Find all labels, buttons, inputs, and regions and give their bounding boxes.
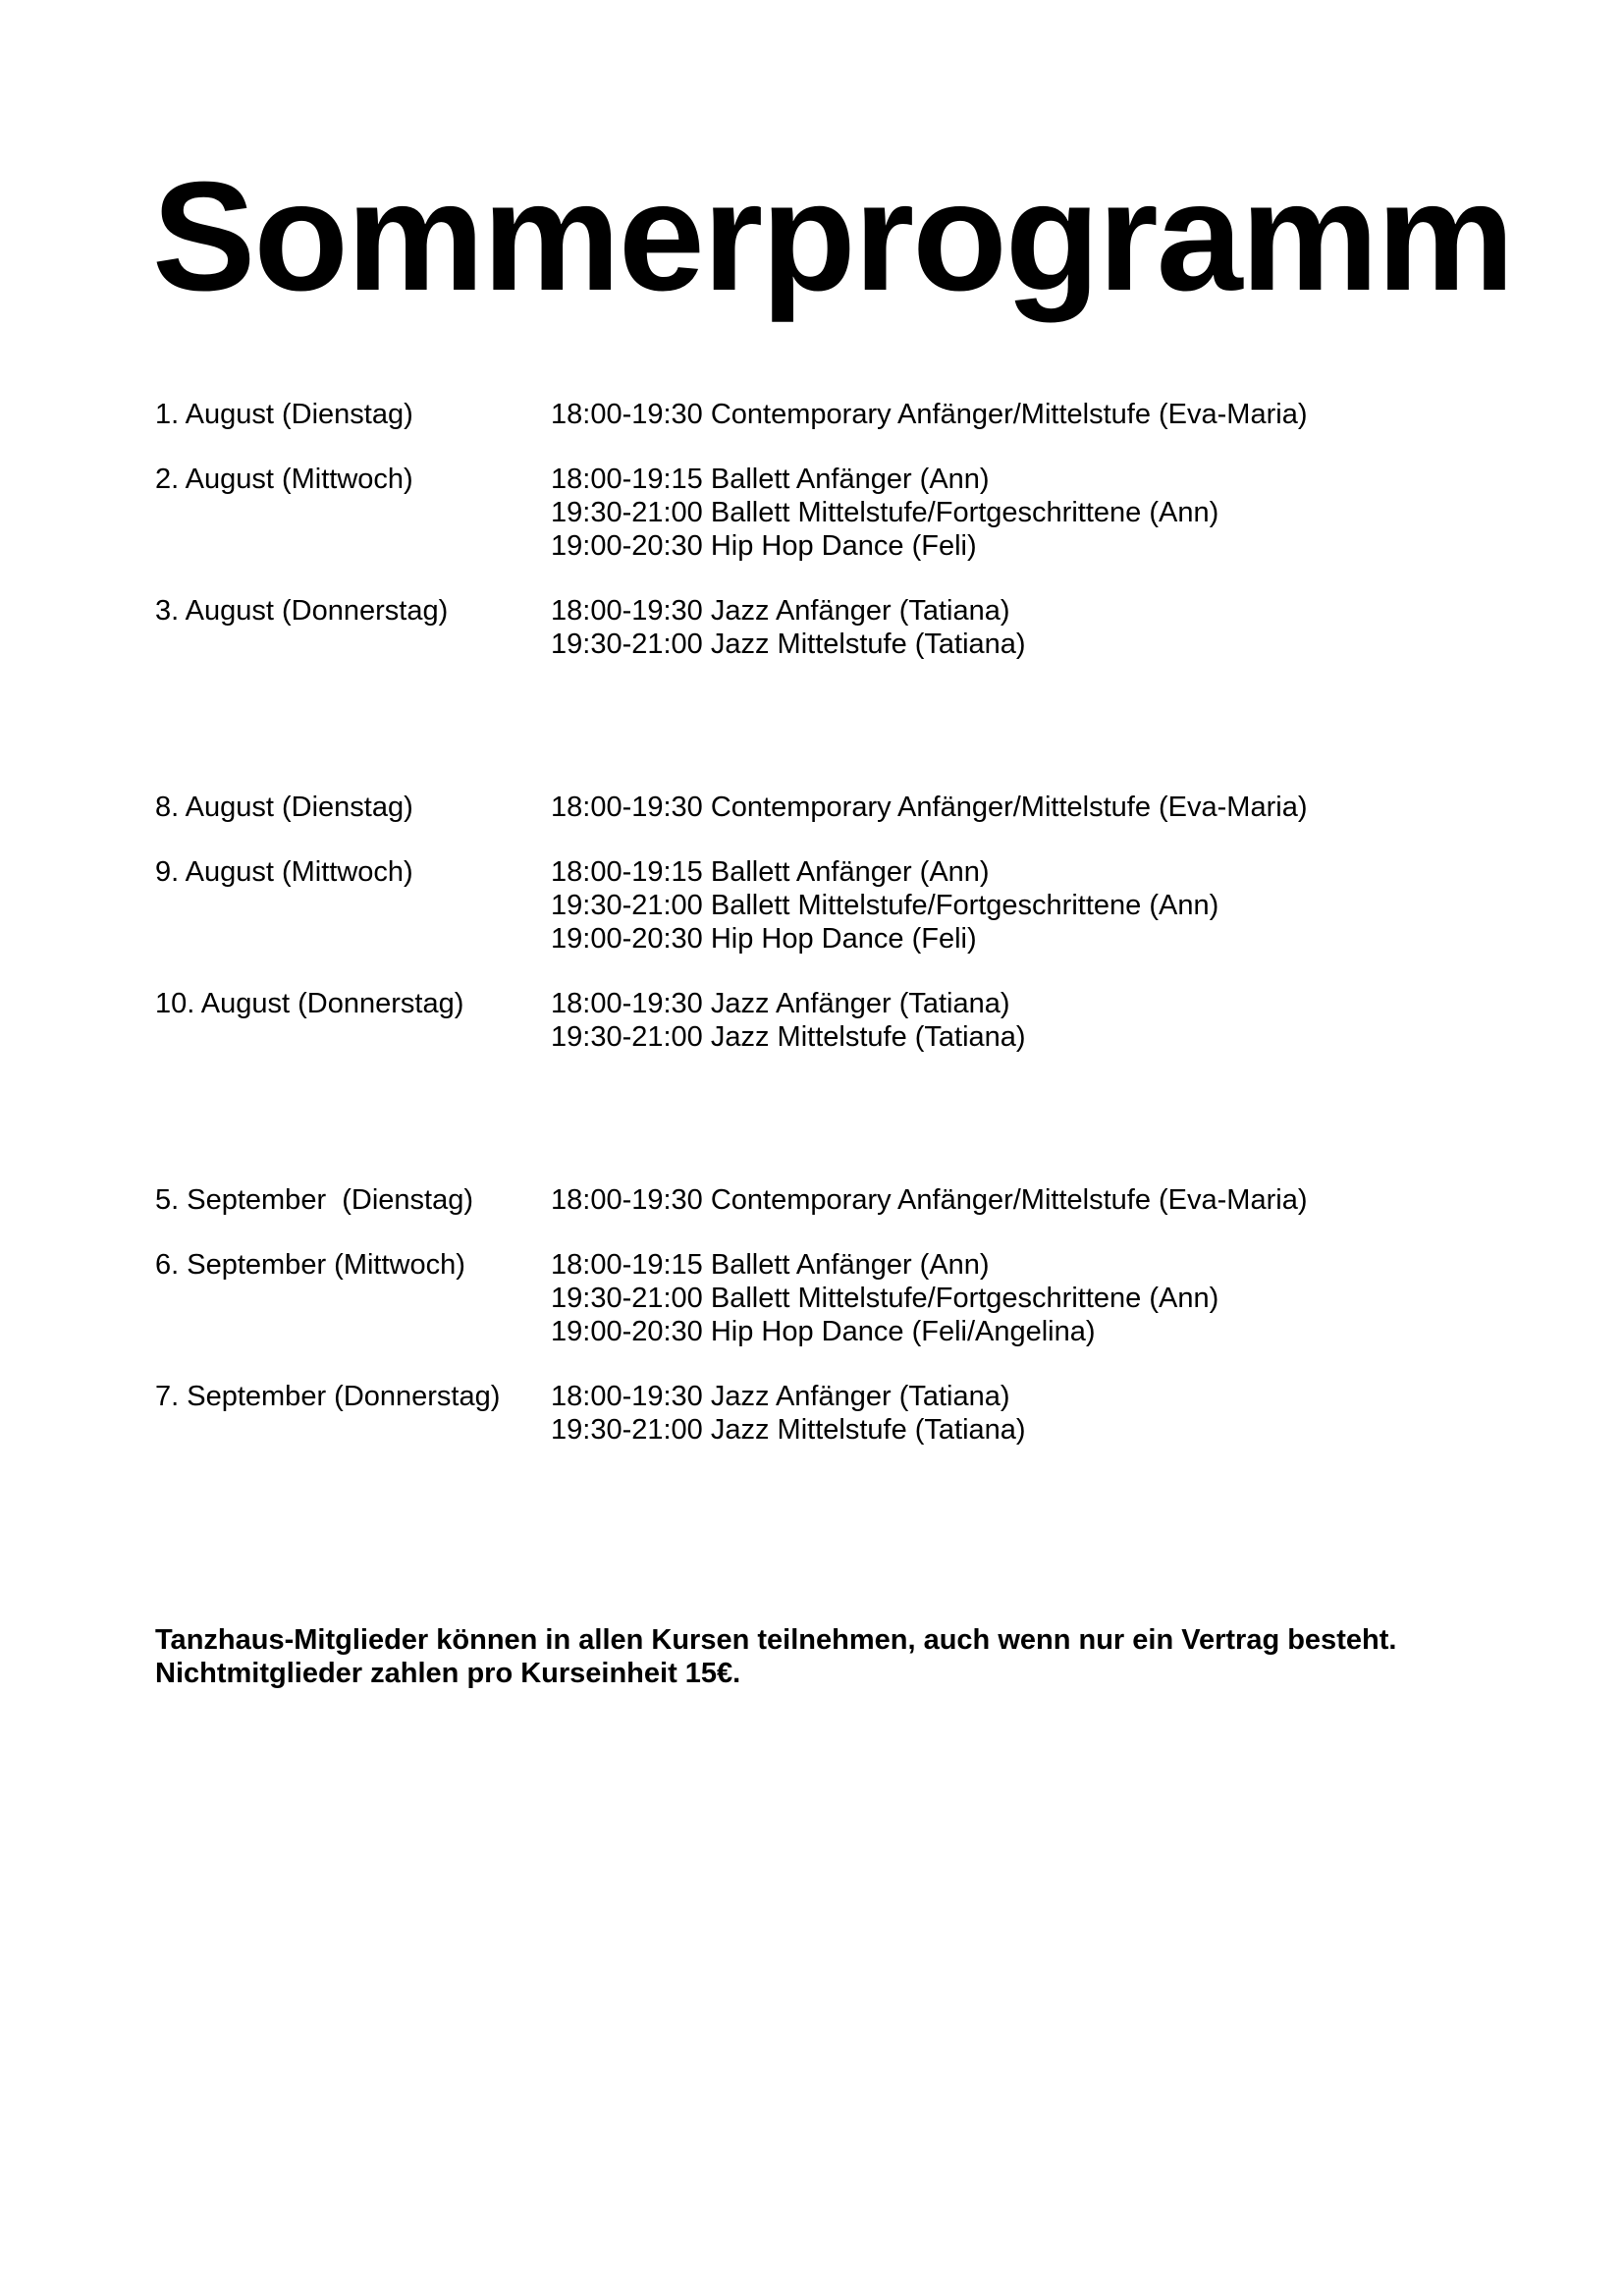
day-date: 9. August (Mittwoch) [155, 856, 413, 888]
session-entry: 18:00-19:15 Ballett Anfänger (Ann) [551, 856, 990, 888]
schedule-week-3 [155, 1183, 1510, 1447]
session-entry: 19:30-21:00 Jazz Mittelstufe (Tatiana) [551, 1414, 1026, 1446]
schedule-day [155, 398, 1510, 431]
session-entry: 18:00-19:30 Contemporary Anfänger/Mittelstufe (Eva-Maria) [551, 1184, 1308, 1216]
day-sessions [551, 463, 1510, 563]
session-entry: 18:00-19:30 Jazz Anfänger (Tatiana) [551, 595, 1010, 627]
session-entry: 19:00-20:30 Hip Hop Dance (Feli) [551, 923, 977, 955]
day-date: 10. August (Donnerstag) [155, 988, 464, 1019]
schedule-day [155, 1183, 1510, 1217]
schedule [155, 398, 1510, 1447]
day-sessions [551, 791, 1510, 824]
day-sessions [551, 1248, 1510, 1348]
day-date: 3. August (Donnerstag) [155, 595, 449, 627]
session-entry: 18:00-19:15 Ballett Anfänger (Ann) [551, 464, 990, 495]
session-entry: 18:00-19:30 Jazz Anfänger (Tatiana) [551, 1381, 1010, 1412]
page-title: Sommerprogramm [152, 150, 1513, 323]
schedule-day [155, 855, 1510, 956]
session-entry: 19:00-20:30 Hip Hop Dance (Feli/Angelina) [551, 1316, 1096, 1347]
session-entry: 18:00-19:15 Ballett Anfänger (Ann) [551, 1249, 990, 1281]
day-date: 6. September (Mittwoch) [155, 1249, 465, 1281]
session-entry: 19:00-20:30 Hip Hop Dance (Feli) [551, 530, 977, 562]
membership-notes [155, 1623, 1530, 1690]
schedule-day [155, 987, 1510, 1054]
day-date: 5. September (Dienstag) [155, 1184, 473, 1216]
schedule-day [155, 1380, 1510, 1447]
day-date: 8. August (Dienstag) [155, 792, 413, 823]
session-entry: 18:00-19:30 Jazz Anfänger (Tatiana) [551, 988, 1010, 1019]
schedule-week-2 [155, 791, 1510, 1054]
session-entry: 18:00-19:30 Contemporary Anfänger/Mittelstufe (Eva-Maria) [551, 792, 1308, 823]
day-date: 2. August (Mittwoch) [155, 464, 413, 495]
day-sessions [551, 855, 1510, 956]
session-entry: 19:30-21:00 Ballett Mittelstufe/Fortgeschrittene (Ann) [551, 1283, 1219, 1314]
member-note: Tanzhaus-Mitglieder können in allen Kursen teilnehmen, auch wenn nur ein Vertrag besteht. [155, 1624, 1397, 1656]
day-sessions [551, 987, 1510, 1054]
session-entry: 19:30-21:00 Ballett Mittelstufe/Fortgeschrittene (Ann) [551, 890, 1219, 921]
schedule-day [155, 1248, 1510, 1348]
session-entry: 19:30-21:00 Jazz Mittelstufe (Tatiana) [551, 629, 1026, 660]
session-entry: 19:30-21:00 Jazz Mittelstufe (Tatiana) [551, 1021, 1026, 1053]
schedule-day [155, 594, 1510, 661]
day-sessions [551, 398, 1510, 431]
day-sessions [551, 594, 1510, 661]
schedule-day [155, 463, 1510, 563]
day-sessions [551, 1183, 1510, 1217]
schedule-week-1 [155, 398, 1510, 661]
session-entry: 18:00-19:30 Contemporary Anfänger/Mittelstufe (Eva-Maria) [551, 399, 1308, 430]
day-sessions [551, 1380, 1510, 1447]
session-entry: 19:30-21:00 Ballett Mittelstufe/Fortgeschrittene (Ann) [551, 497, 1219, 528]
price-note: Nichtmitglieder zahlen pro Kurseinheit 15€. [155, 1658, 741, 1689]
schedule-day [155, 791, 1510, 824]
day-date: 1. August (Dienstag) [155, 399, 413, 430]
day-date: 7. September (Donnerstag) [155, 1381, 501, 1412]
